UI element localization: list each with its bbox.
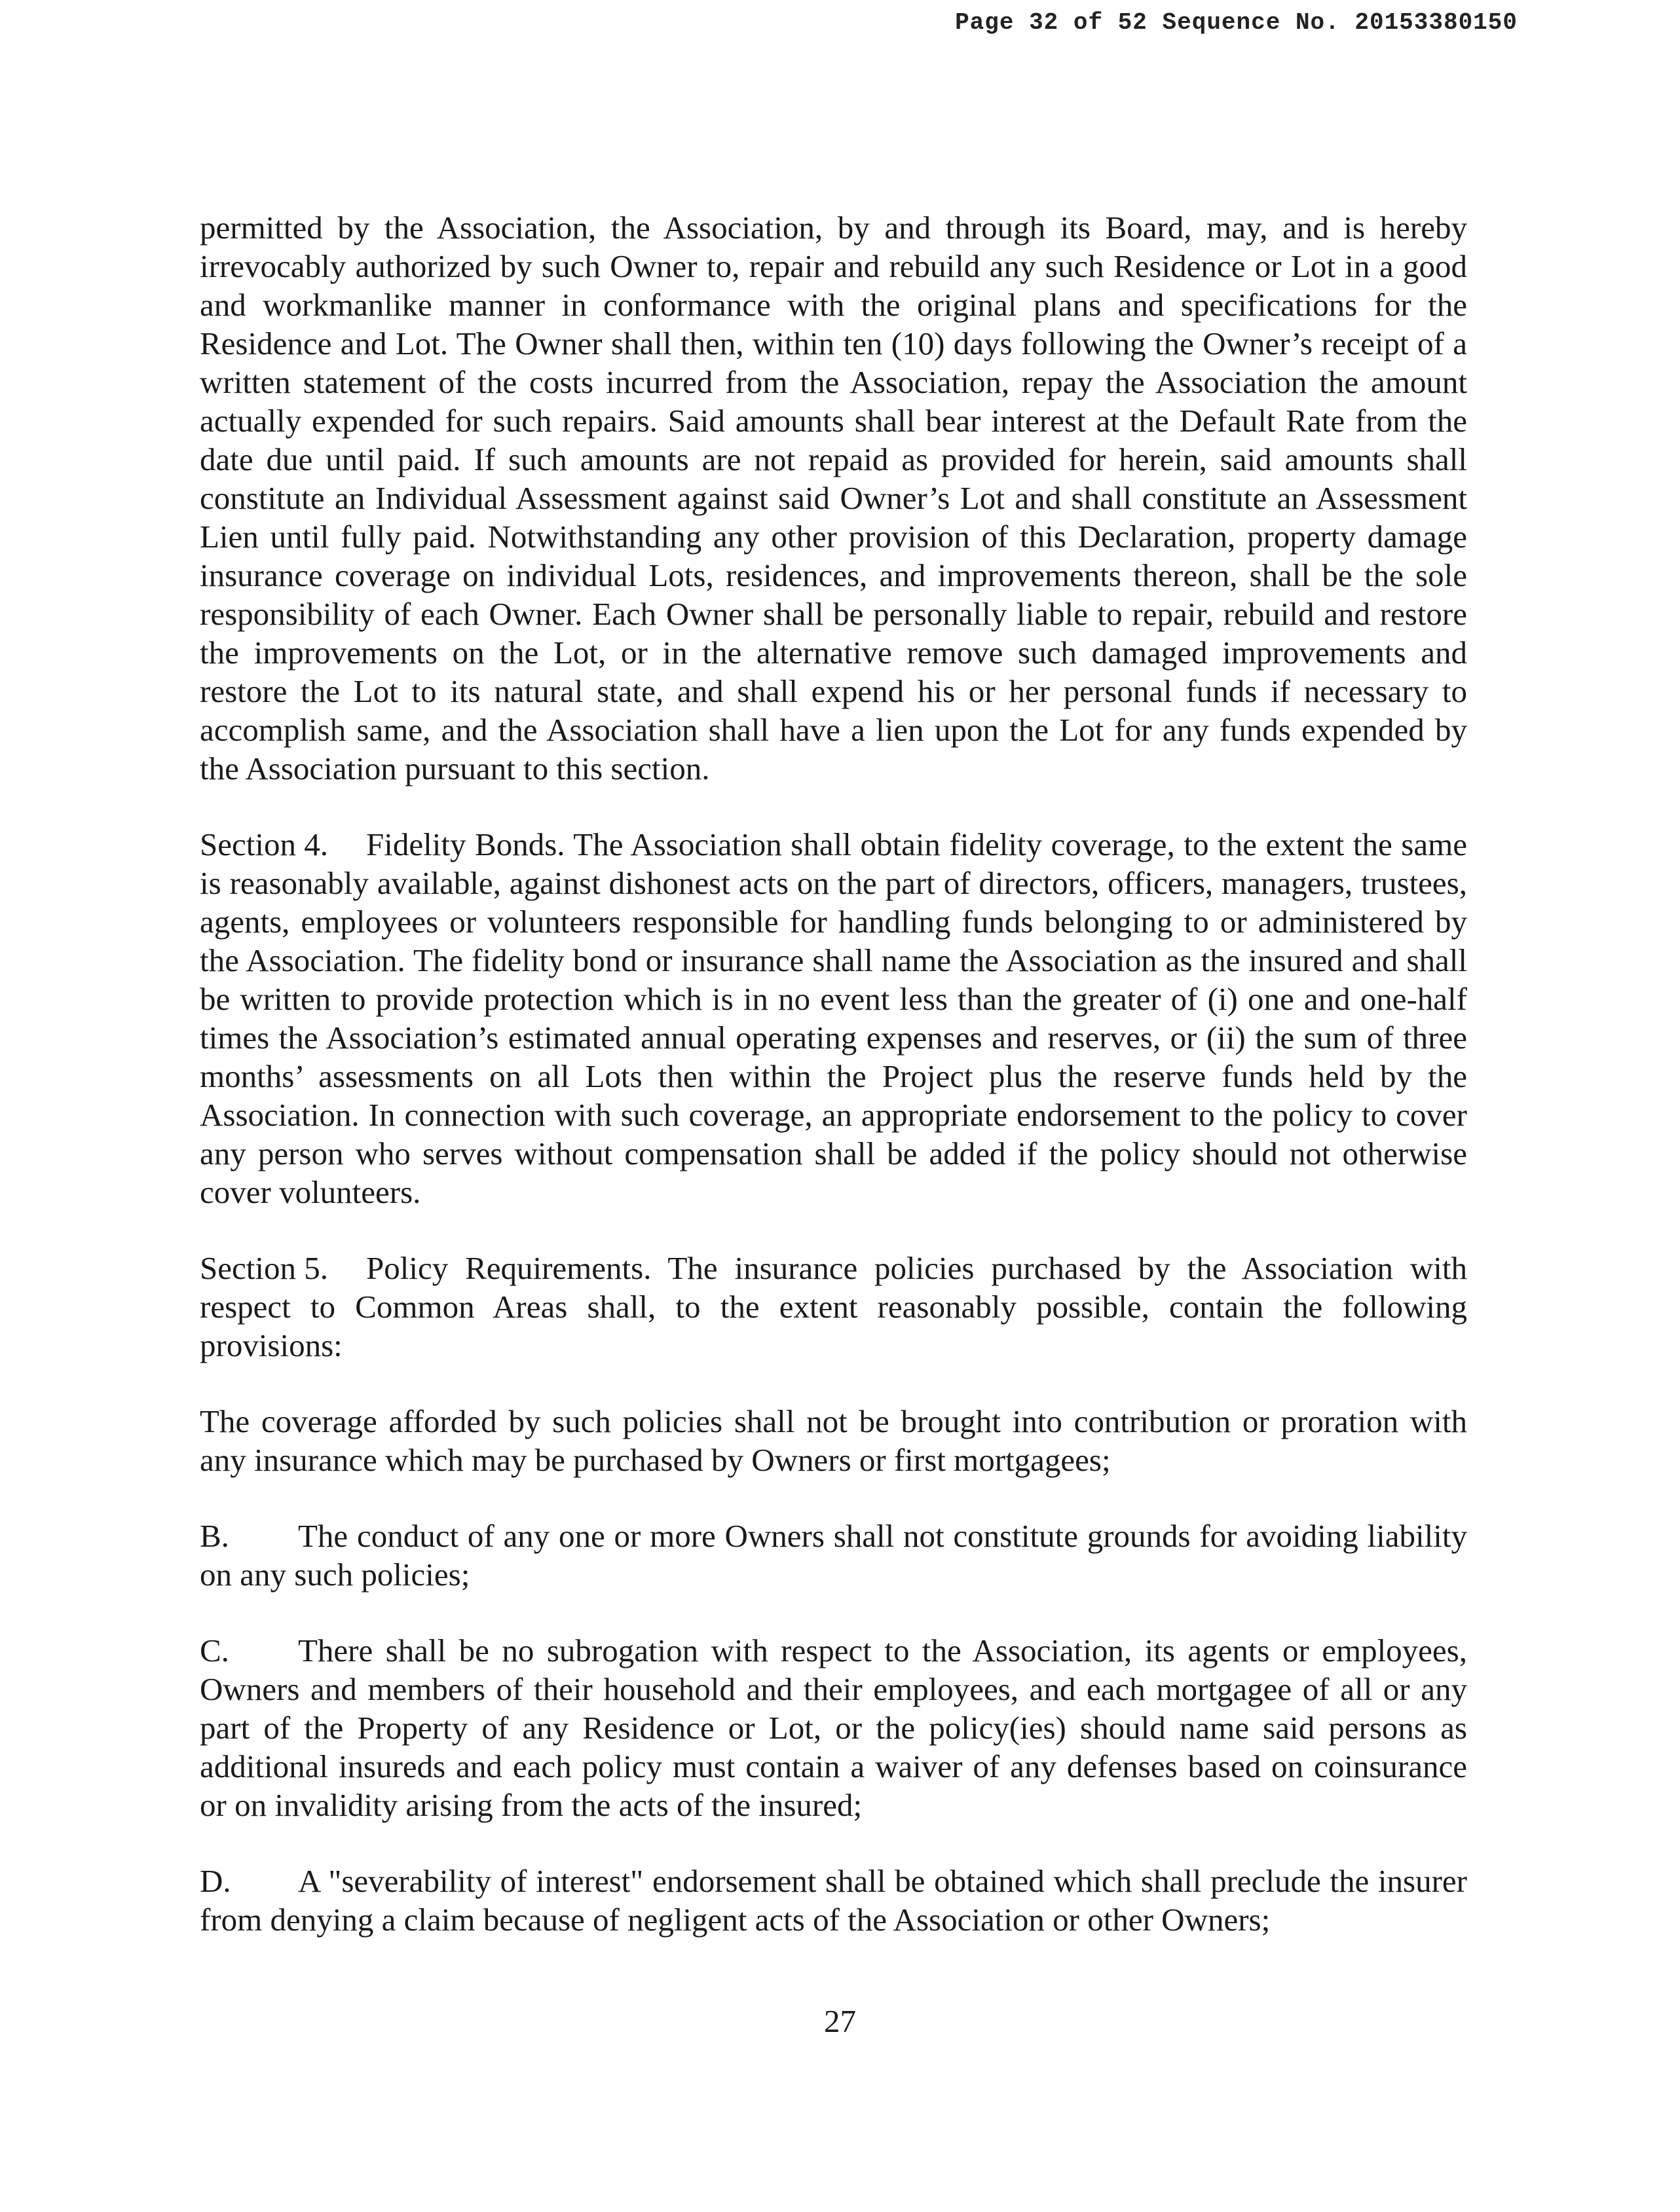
provision-b-paragraph — [200, 1517, 1467, 1594]
provision-c-paragraph — [200, 1631, 1467, 1824]
provision-b-letter: B. — [200, 1518, 229, 1554]
page-sequence-header: Page 32 of 52 Sequence No. 20153380150 — [955, 9, 1518, 36]
section-5-text: Policy Requirements. The insurance policies purchased by the Association with respect to Common Areas shall, to the extent reasonably possible, contain the following provisions: — [200, 1250, 1467, 1363]
provision-a-paragraph: The coverage afforded by such policies shall not be brought into contribution or proration with any insurance which may be purchased by Owners or first mortgagees; — [200, 1403, 1467, 1478]
provision-d-paragraph — [200, 1862, 1467, 1939]
page-number: 27 — [824, 2003, 856, 2039]
provision-c-letter: C. — [200, 1632, 229, 1668]
section-5-paragraph — [200, 1249, 1467, 1365]
section-4-text: Fidelity Bonds. The Association shall obtain fidelity coverage, to the extent the same is reasonably available, against dishonest acts on the part of directors, officers, managers, trustees, agents, employees or volunteers responsible for handling funds belonging to or administered by the Association. The fidelity bond or insurance shall name the Association as the insured and shall be written to provide protection which is in no event less than the greater of (i) one and one-half times the Association’s estimated annual operating expenses and reserves, or (ii) the sum of three months’ assessments on all Lots then within the Project plus the reserve funds held by the Association. In connection with such coverage, an appropriate endorsement to the policy to cover any person who serves without compensation shall be added if the policy should not otherwise cover volunteers. — [200, 826, 1467, 1210]
provision-d-letter: D. — [200, 1863, 231, 1899]
provision-b-text: The conduct of any one or more Owners shall not constitute grounds for avoiding liability on any such policies; — [200, 1518, 1467, 1593]
section-4-paragraph — [200, 825, 1467, 1211]
section-5-label: Section 5. — [200, 1250, 328, 1286]
continuation-paragraph: permitted by the Association, the Association, by and through its Board, may, and is hereby irrevocably authorized by such Owner to, repair and rebuild any such Residence or Lot in a good and workmanlike manner in conformance with the original plans and specifications for the Residence and Lot. The Owner shall then, within ten (10) days following the Owner’s receipt of a written statement of the costs incurred from the Association, repay the Association the amount actually expended for such repairs. Said amounts shall bear interest at the Default Rate from the date due until paid. If such amounts are not repaid as provided for herein, said amounts shall constitute an Individual Assessment against said Owner’s Lot and shall constitute an Assessment Lien until fully paid. Notwithstanding any other provision of this Declaration, property damage insurance coverage on individual Lots, residences, and improvements thereon, shall be the sole responsibility of each Owner. Each Owner shall be personally liable to repair, rebuild and restore the improvements on the Lot, or in the alternative remove such damaged improvements and restore the Lot to its natural state, and shall expend his or her personal funds if necessary to accomplish same, and the Association shall have a lien upon the Lot for any funds expended by the Association pursuant to this section. — [200, 210, 1467, 786]
section-4-label: Section 4. — [200, 826, 328, 862]
provision-d-text: A "severability of interest" endorsement shall be obtained which shall preclude the insurer from denying a claim because of negligent acts of the Association or other Owners; — [200, 1863, 1467, 1938]
document-body — [200, 208, 1467, 1939]
provision-c-text: There shall be no subrogation with respect to the Association, its agents or employees, Owners and members of their household and their employees, and each mortgagee of all or any part of the Property of any Residence or Lot, or the policy(ies) should name said persons as additional insureds and each policy must contain a waiver of any defenses based on coinsurance or on invalidity arising from the acts of the insured; — [200, 1632, 1467, 1823]
